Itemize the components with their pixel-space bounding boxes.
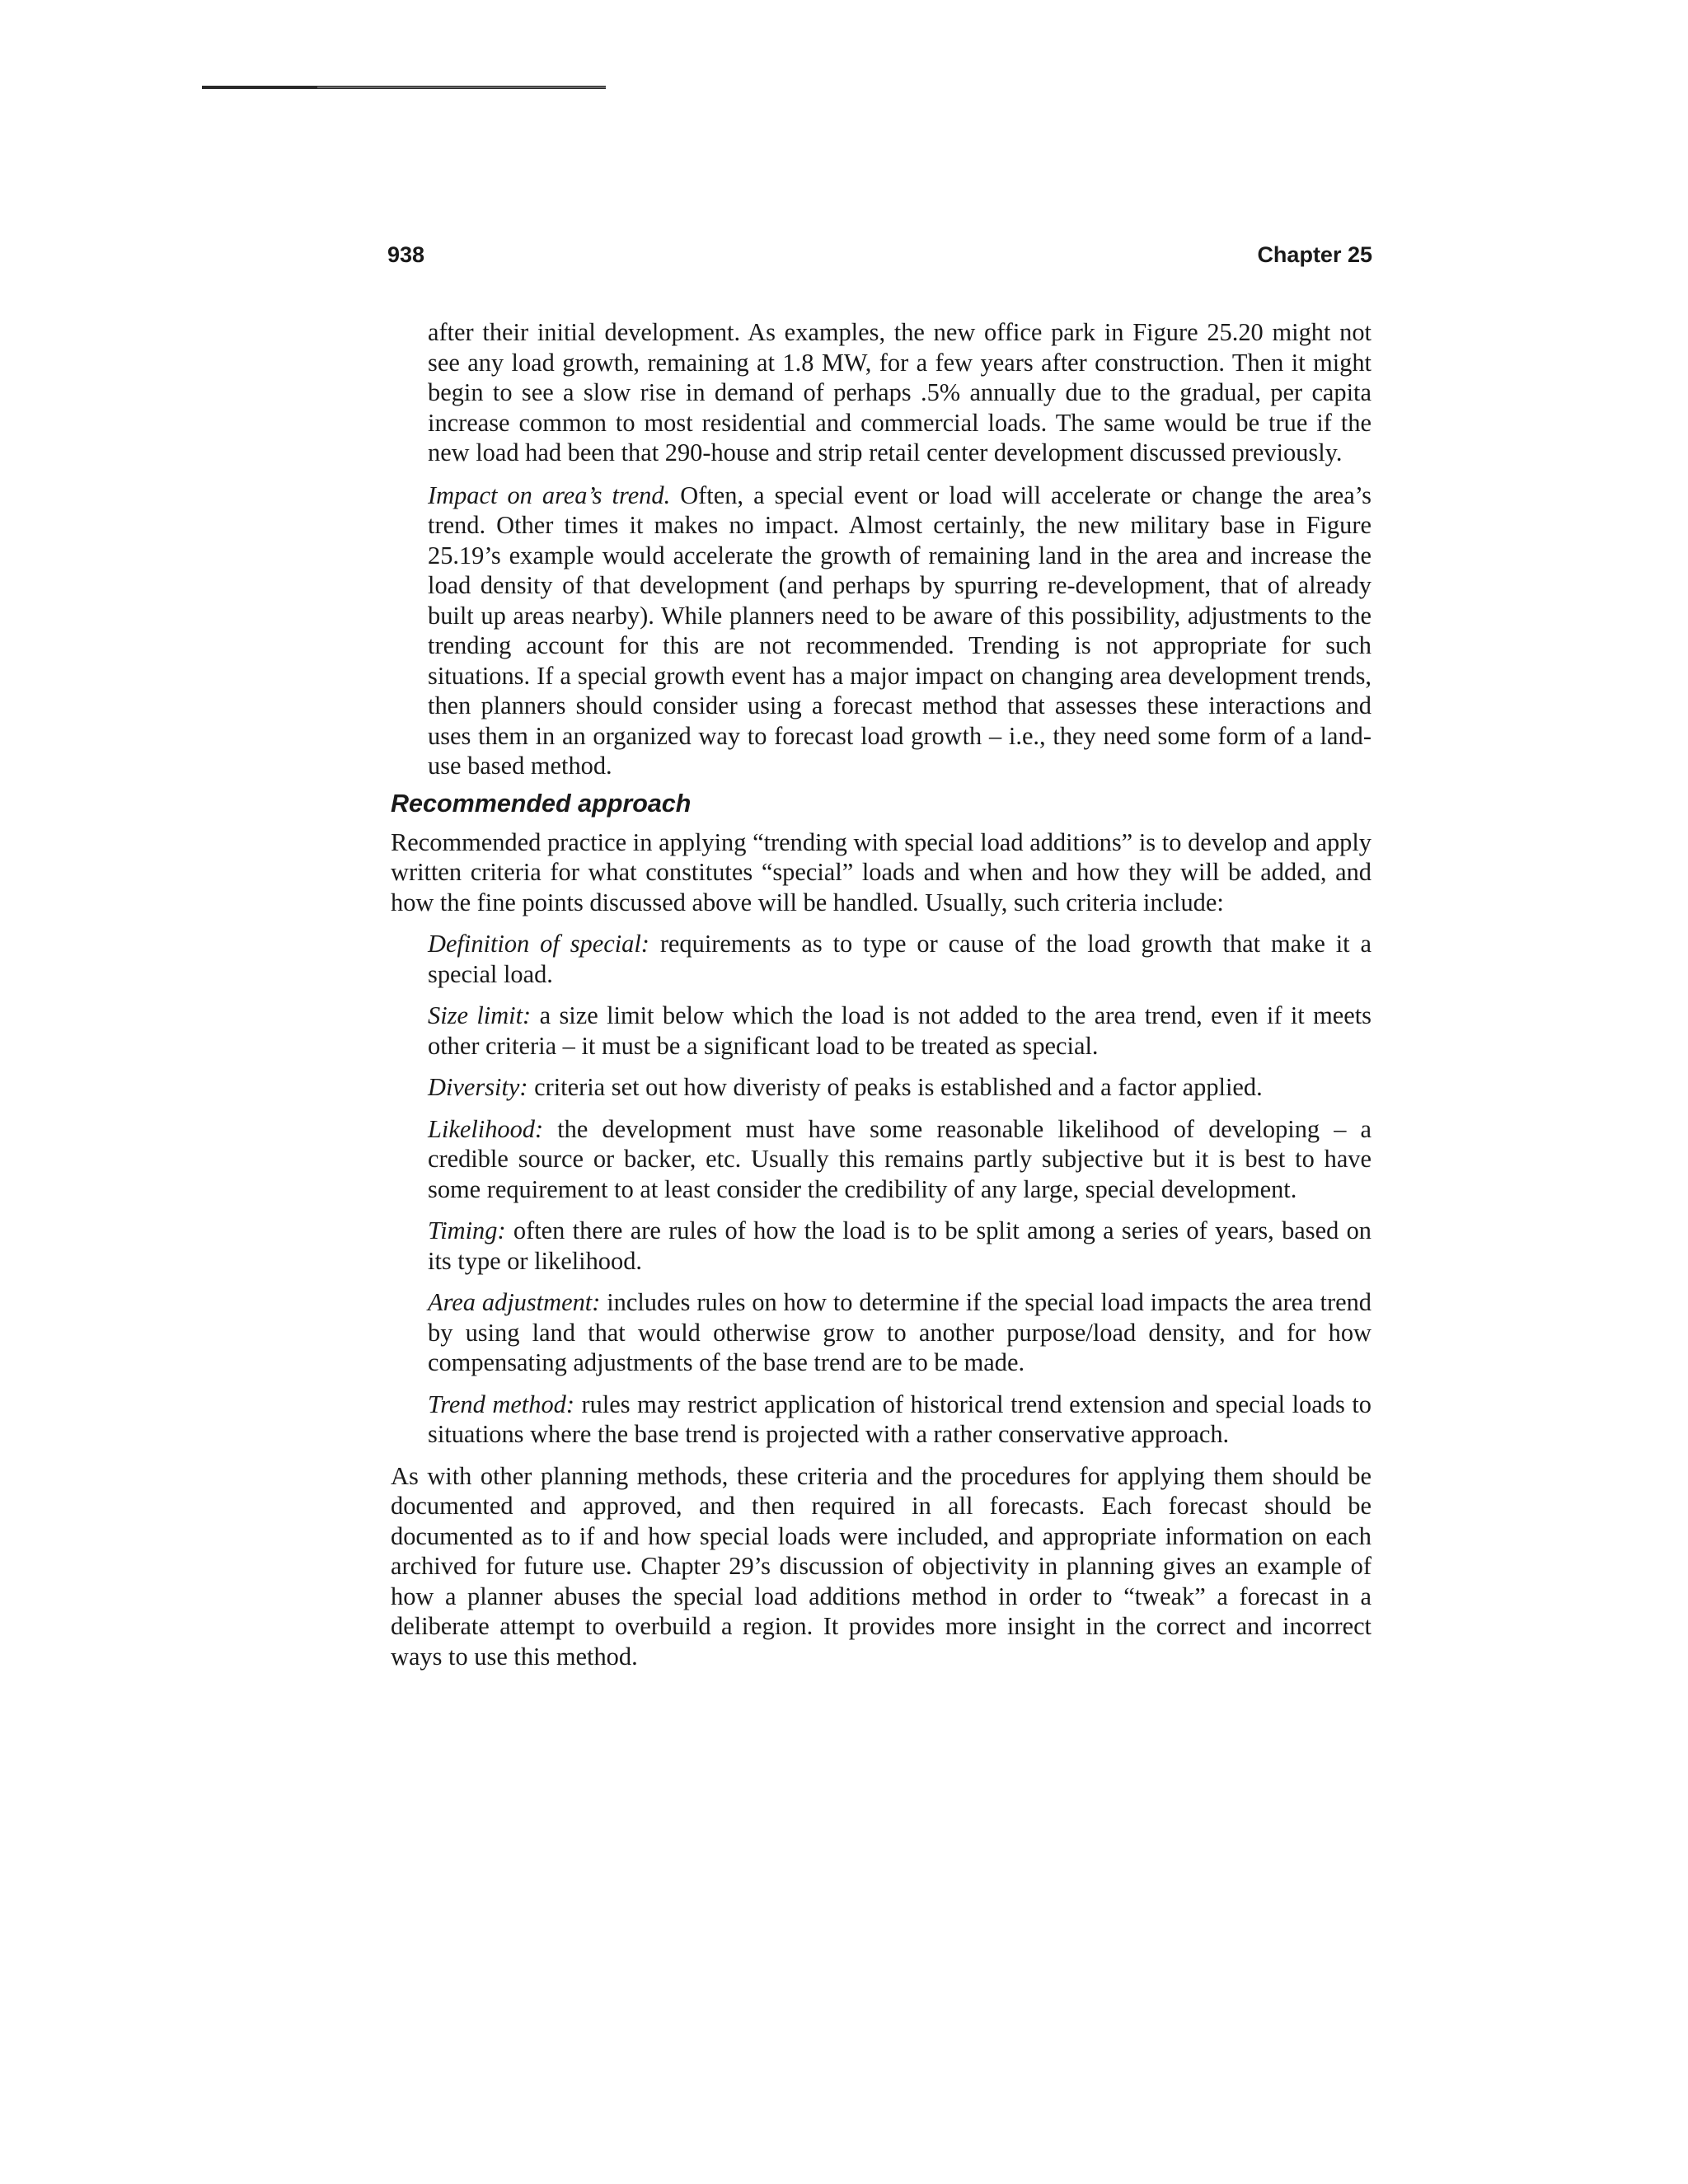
criteria-term: Likelihood:: [428, 1114, 544, 1143]
top-rule: [202, 86, 606, 89]
criteria-item: [428, 1114, 1372, 1205]
paragraph-closing: As with other planning methods, these criteria and the procedures for applying them should be documented and approved, and then required in all forecasts. Each forecast should be documented as to if and how special loads were included, and appropriate information on each archived for future use. Chapter 29’s discussion of objectivity in planning gives an example of how a planner abuses the special load additions method in order to “tweak” a forecast in a deliberate attempt to overbuild a region. It provides more insight in the correct and incorrect ways to use this method.: [391, 1461, 1372, 1671]
section-heading: Recommended approach: [391, 789, 692, 818]
criteria-term: Diversity:: [428, 1073, 528, 1101]
criteria-text: criteria set out how diveristy of peaks is established and a factor applied.: [528, 1073, 1263, 1101]
criteria-term: Timing:: [428, 1216, 506, 1244]
criteria-text: a size limit below which the load is not added to the area trend, even if it meets other criteria – it must be a significant load to be treated as special.: [428, 1001, 1372, 1060]
paragraph-impact-text: Often, a special event or load will accelerate or change the area’s trend. Other times it makes no impact. Almost certainly, the new military base in Figure 25.19’s example would accelerate the growth of remaining land in the area and increase the load density of that development (and perhaps by spurring re-development, that of already built up areas nearby). While planners need to be aware of this possibility, adjustments to the trending account for this are not recommended. Trending is not appropriate for such situations. If a special growth event has a major impact on changing area development trends, then planners should consider using a forecast method that assesses these interactions and uses them in an organized way to forecast load growth – i.e., they need some form of a land-use based method.: [428, 480, 1372, 780]
paragraph-continued: after their initial development. As examples, the new office park in Figure 25.20 might not see any load growth, remaining at 1.8 MW, for a few years after construction. Then it might begin to see a slow rise in demand of perhaps .5% annually due to the gradual, per capita increase common to most residential and commercial loads. The same would be true if the new load had been that 290-house and strip retail center development discussed previously.: [428, 318, 1372, 466]
criteria-item: [428, 1216, 1372, 1276]
criteria-text: includes rules on how to determine if the special load impacts the area trend by using land that would otherwise grow to another purpose/load density, and for how compensating adjustments of the base trend are to be made.: [428, 1288, 1372, 1376]
criteria-text: requirements as to type or cause of the load growth that make it a special load.: [428, 930, 1372, 988]
criteria-term: Area adjustment:: [428, 1288, 601, 1316]
criteria-item: [428, 1072, 1372, 1103]
term-impact: Impact on area’s trend.: [428, 480, 671, 509]
criteria-item: [428, 1287, 1372, 1378]
chapter-label: Chapter 25: [1257, 242, 1372, 267]
criteria-text: rules may restrict application of historical trend extension and special loads to situations where the base trend is projected with a rather conservative approach.: [428, 1390, 1372, 1448]
criteria-item: [428, 929, 1372, 989]
criteria-term: Definition of special:: [428, 930, 649, 958]
criteria-term: Size limit:: [428, 1001, 532, 1029]
criteria-item: [428, 1390, 1372, 1450]
criteria-text: the development must have some reasonable likelihood of developing – a credible source or backer, etc. Usually this remains partly subjective but it is best to have some requirement to at least consider the credibility of any large, special development.: [428, 1114, 1372, 1203]
criteria-item: [428, 1001, 1372, 1061]
body-text: [391, 317, 1372, 1671]
criteria-term: Trend method:: [428, 1390, 574, 1418]
page-number: 938: [387, 242, 425, 267]
criteria-text: often there are rules of how the load is to be split among a series of years, based on its type or likelihood.: [428, 1216, 1372, 1275]
paragraph-impact: [428, 480, 1372, 781]
paragraph-intro: Recommended practice in applying “trending with special load additions” is to develop and apply written criteria for what constitutes “special” loads and when and how they will be added, and how the fine points discussed above will be handled. Usually, such criteria include:: [391, 827, 1372, 916]
